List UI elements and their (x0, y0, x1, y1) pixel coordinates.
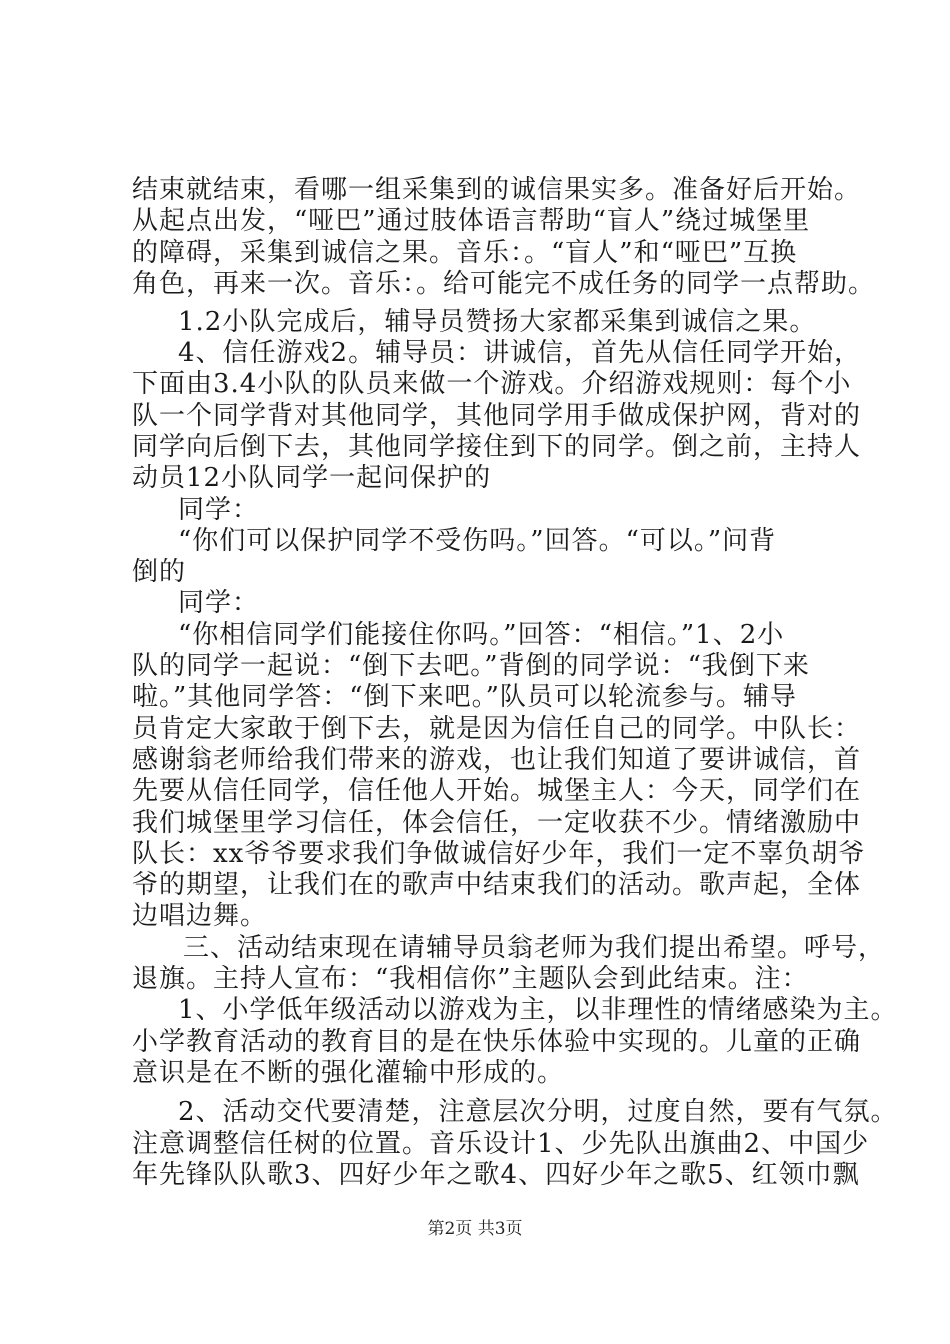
text-line: 同学： (178, 588, 260, 618)
text-line: 2、活动交代要清楚，注意层次分明，过度自然，要有气氛。 (178, 1097, 898, 1127)
text-line: 1.2小队完成后，辅导员赞扬大家都采集到诚信之果。 (178, 307, 817, 337)
text-line: 注意调整信任树的位置。音乐设计1、少先队出旗曲2、中国少 (132, 1129, 870, 1159)
text-line: 同学向后倒下去，其他同学接住到下的同学。倒之前，主持人 (132, 432, 862, 462)
text-line: 退旗。主持人宣布：“我相信你”主题队会到此结束。注： (132, 964, 809, 994)
text-line: 感谢翁老师给我们带来的游戏，也让我们知道了要讲诚信，首 (132, 745, 862, 775)
text-line: 动员12小队同学一起问保护的 (132, 463, 492, 493)
text-line: 爷的期望，让我们在的歌声中结束我们的活动。歌声起，全体 (132, 870, 862, 900)
text-line: 同学： (178, 495, 260, 525)
text-line: “你相信同学们能接住你吗。”回答：“相信。”1、2小 (178, 620, 785, 650)
text-line: 1、小学低年级活动以游戏为主，以非理性的情绪感染为主。 (178, 995, 898, 1025)
text-line: 边唱边舞。 (132, 901, 268, 931)
text-line: 队一个同学背对其他同学，其他同学用手做成保护网，背对的 (132, 401, 862, 431)
text-line: 从起点出发，“哑巴”通过肢体语言帮助“盲人”绕过城堡里 (132, 206, 811, 236)
text-line: 下面由3.4小队的队员来做一个游戏。介绍游戏规则：每个小 (132, 369, 852, 399)
text-line: 年先锋队队歌3、四好少年之歌4、四好少年之歌5、红领巾飘 (132, 1160, 860, 1190)
text-line: 小学教育活动的教育目的是在快乐体验中实现的。儿童的正确 (132, 1027, 862, 1057)
text-line: 角色，再来一次。音乐：。给可能完不成任务的同学一点帮助。 (132, 269, 876, 299)
text-line: 员肯定大家敢于倒下去，就是因为信任自己的同学。中队长： (132, 714, 862, 744)
text-line: 倒的 (132, 557, 187, 587)
text-line: “你们可以保护同学不受伤吗。”回答。“可以。”问背 (178, 526, 777, 556)
text-line: 啦。”其他同学答：“倒下来吧。”队员可以轮流参与。辅导 (132, 682, 797, 712)
text-line: 队的同学一起说：“倒下去吧。”背倒的同学说：“我倒下来 (132, 651, 810, 681)
text-line: 的障碍，采集到诚信之果。音乐：。“盲人”和“哑巴”互换 (132, 238, 798, 268)
text-line: 先要从信任同学，信任他人开始。城堡主人：今天，同学们在 (132, 776, 862, 806)
text-line: 结束就结束，看哪一组采集到的诚信果实多。准备好后开始。 (132, 175, 862, 205)
text-line: 意识是在不断的强化灌输中形成的。 (132, 1058, 565, 1088)
page-footer: 第2页 共3页 (427, 1219, 523, 1239)
text-line: 4、信任游戏2。辅导员：讲诚信，首先从信任同学开始， (178, 338, 862, 368)
text-line: 三、活动结束现在请辅导员翁老师为我们提出希望。呼号， (183, 933, 886, 963)
text-line: 我们城堡里学习信任，体会信任，一定收获不少。情绪激励中 (132, 808, 862, 838)
text-line: 队长：xx爷爷要求我们争做诚信好少年，我们一定不辜负胡爷 (132, 839, 866, 869)
